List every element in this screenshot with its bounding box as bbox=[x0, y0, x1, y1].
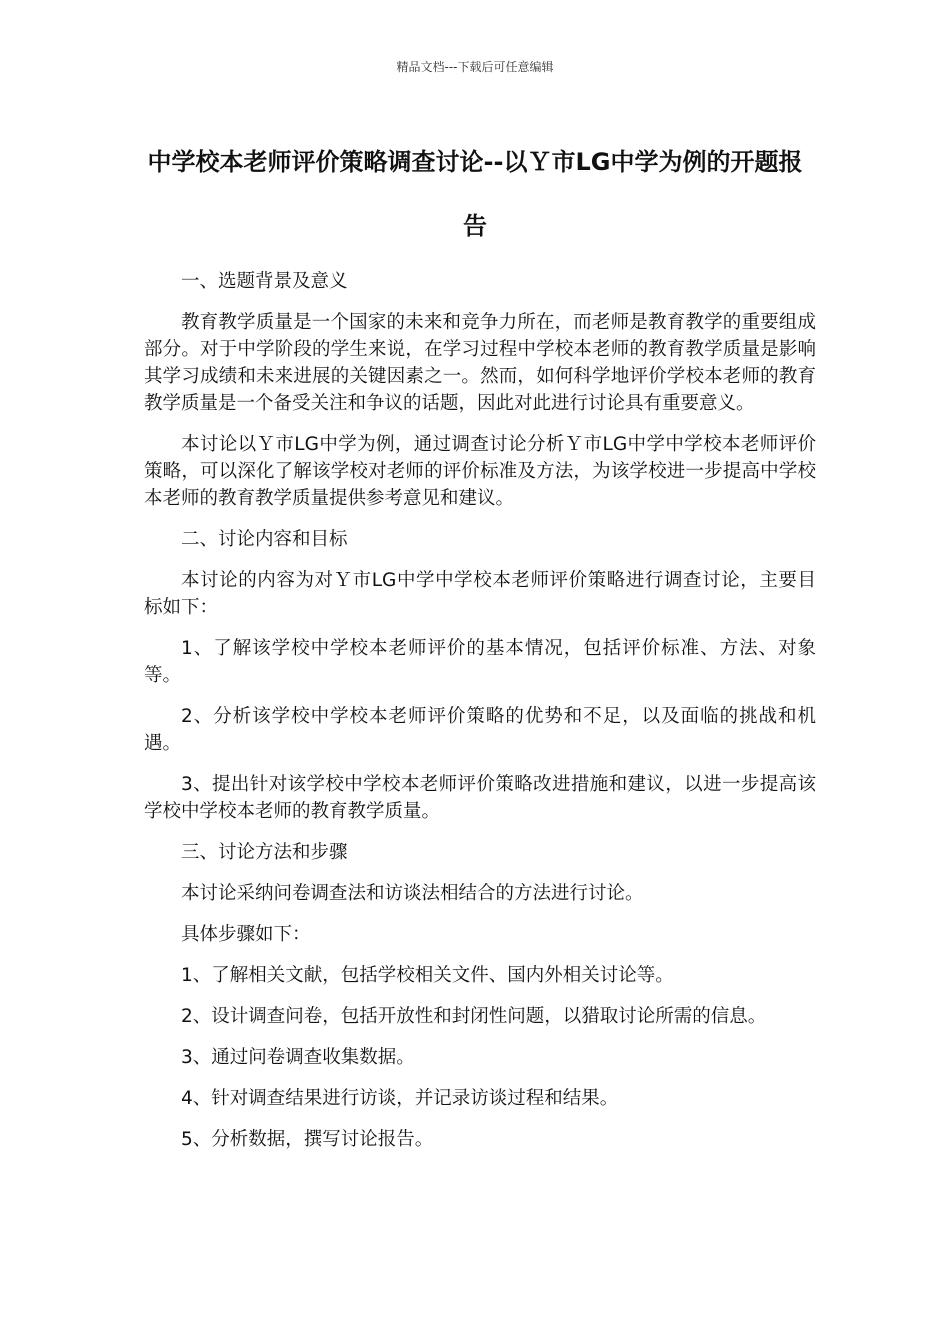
list-item: 3、提出针对该学校中学校本老师评价策略改进措施和建议，以进一步提高该学校中学校本老师的教育教学质量。 bbox=[144, 774, 816, 822]
paragraph: 本讨论以Ｙ市LG中学为例，通过调查讨论分析Ｙ市LG中学中学校本老师评价策略，可以深化了解该学校对老师的评价标准及方法，为该学校进一步提高中学校本老师的教育教学质量提供参考意见和建议。 bbox=[144, 434, 816, 509]
list-item: 3、通过问卷调查收集数据。 bbox=[181, 1047, 415, 1068]
page-header-note: 精品文档---下载后可任意编辑 bbox=[396, 60, 554, 74]
list-item: 2、设计调查问卷，包括开放性和封闭性问题，以猎取讨论所需的信息。 bbox=[181, 1006, 767, 1027]
paragraph: 教育教学质量是一个国家的未来和竞争力所在，而老师是教育教学的重要组成部分。对于中学阶段的学生来说，在学习过程中学校本老师的教育教学质量是影响其学习成绩和未来进展的关键因素之一。然而，如何科学地评价学校本老师的教育教学质量是一个备受关注和争议的话题，因此对此进行讨论具有重要意义。 bbox=[144, 312, 816, 414]
section-heading-background: 一、选题背景及意义 bbox=[181, 271, 348, 292]
list-item: 5、分析数据，撰写讨论报告。 bbox=[181, 1129, 434, 1150]
section-heading-content: 二、讨论内容和目标 bbox=[181, 529, 348, 550]
list-item: 4、针对调查结果进行访谈，并记录访谈过程和结果。 bbox=[181, 1088, 619, 1109]
paragraph: 本讨论的内容为对Ｙ市LG中学中学校本老师评价策略进行调查讨论，主要目标如下： bbox=[144, 570, 816, 618]
paragraph: 具体步骤如下： bbox=[181, 924, 311, 945]
document-title: 中学校本老师评价策略调查讨论--以Ｙ市LG中学为例的开题报告 bbox=[147, 148, 803, 240]
list-item: 2、分析该学校中学校本老师评价策略的优势和不足，以及面临的挑战和机遇。 bbox=[144, 706, 816, 754]
section-heading-method: 三、讨论方法和步骤 bbox=[181, 842, 348, 863]
document-body bbox=[144, 268, 816, 1167]
list-item: 1、了解该学校中学校本老师评价的基本情况，包括评价标准、方法、对象等。 bbox=[144, 638, 816, 686]
list-item: 1、了解相关文献，包括学校相关文件、国内外相关讨论等。 bbox=[181, 965, 674, 986]
paragraph: 本讨论采纳问卷调查法和访谈法相结合的方法进行讨论。 bbox=[181, 883, 644, 904]
